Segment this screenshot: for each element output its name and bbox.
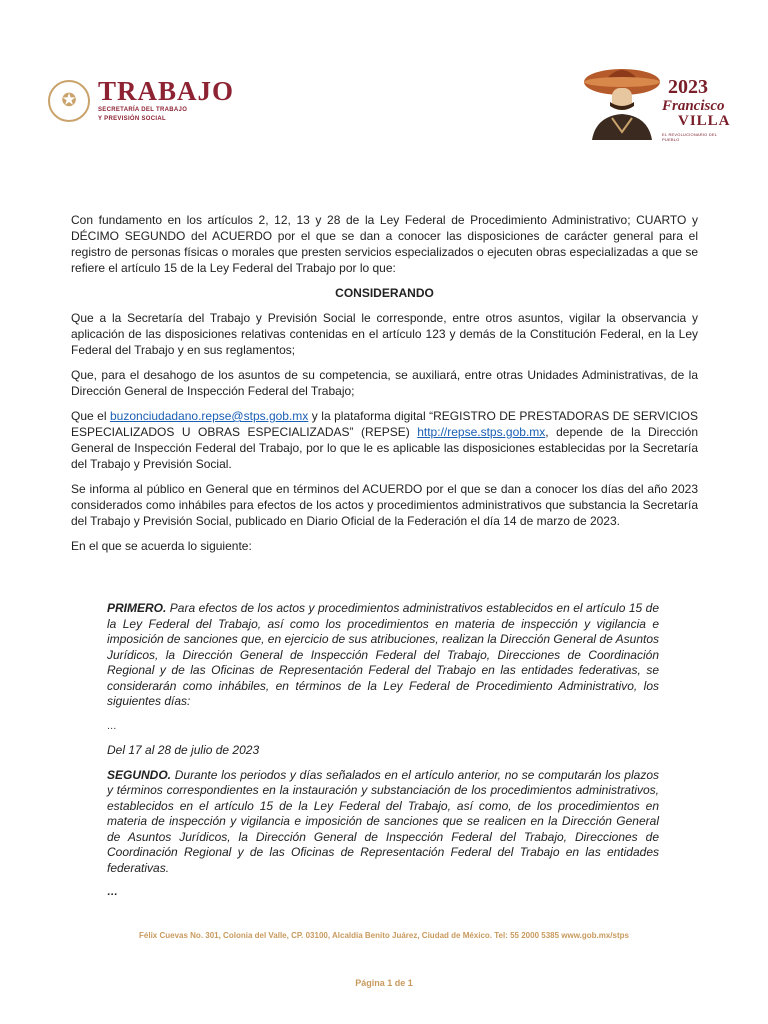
villa-portrait-icon (582, 62, 666, 140)
logo-subtitle-line2: Y PREVISIÓN SOCIAL (98, 116, 166, 122)
logo-title: TRABAJO (98, 76, 235, 106)
national-seal-icon: ✪ (48, 80, 90, 122)
footer-address: Félix Cuevas No. 301, Colonia del Valle, CP. 03100, Alcaldía Benito Juárez, Ciudad de México. Tel: 55 2000 5385 www.gob.mx/stps (139, 931, 629, 940)
page-number: Página 1 de 1 (355, 978, 413, 988)
segundo-text: Durante los periodos y días señalados en el artículo anterior, no se computarán los plazos y términos correspondientes en la instauración y substanciación de los procedimientos administrativos, establecidos en el artículo 15 de la Ley Federal del Trabajo, así como, de los procedimientos en materia de inspección y vigilancia e imposición de sanciones que se realicen en la Dirección General de Asuntos Jurídicos, la Dirección General de Inspección Federal del Trabajo, Direcciones de Coordinación Regional y de las Oficinas de Representación Federal del Trabajo en las entidades federativas. (107, 767, 659, 875)
para3-text-a: Que el (71, 409, 110, 423)
segundo-label: SEGUNDO. (107, 767, 172, 782)
document-header (0, 0, 768, 150)
considerando-paragraph-2: Que, para el desahogo de los asuntos de su competencia, se auxiliará, entre otras Unidades Administrativas, de la Dirección General de Inspección Federal del Trabajo; (71, 368, 698, 398)
francisco-villa-logo (582, 62, 732, 142)
considerando-heading: CONSIDERANDO (335, 286, 434, 300)
acuerdo-quote (107, 601, 659, 910)
intro-paragraph: Con fundamento en los artículos 2, 12, 13 y 28 de la Ley Federal de Procedimiento Administrativo; CUARTO y DÉCIMO SEGUNDO del ACUERDO por el que se dan a conocer las disposiciones de carácter general para el registro de personas físicas o morales que presten servicios especializados o ejecuten obras especializadas a que se refiere el artículo 15 de la Ley Federal del Trabajo por lo que: (71, 213, 698, 275)
quote-ellipsis-2: … (107, 886, 118, 898)
logo-tagline: EL REVOLUCIONARIO DEL PUEBLO (662, 132, 718, 142)
primero-article (107, 601, 659, 710)
inhabil-dates: Del 17 al 28 de julio de 2023 (107, 743, 260, 757)
considerando-paragraph-1: Que a la Secretaría del Trabajo y Previsión Social le corresponde, entre otros asuntos, vigilar la observancia y aplicación de las disposiciones relativas contenidas en el artículo 123 y demás de la Constitución Federal, en la Ley Federal del Trabajo y en sus reglamentos; (71, 311, 698, 357)
considerando-paragraph-3 (71, 408, 698, 472)
segundo-article (107, 768, 659, 877)
considerando-paragraph-4: Se informa al público en General que en términos del ACUERDO por el que se dan a conocer los días del año 2023 considerados como inhábiles para efectos de los actos y procedimientos administrativos que substancia la Secretaría del Trabajo y Previsión Social, publicado en Diario Oficial de la Federación el día 14 de marzo de 2023. (71, 482, 698, 528)
primero-text: Para efectos de los actos y procedimientos administrativos establecidos en el artículo 15 de la Ley Federal del Trabajo, así como los procedimientos en materia de inspección y vigilancia e imposición de sanciones que, en ejercicio de sus atribuciones, realizan la Dirección General de Asuntos Jurídicos, la Dirección General de Inspección Federal del Trabajo, Direcciones de Coordinación Regional y de las Oficinas de Representación Federal del Trabajo en las entidades federativas, se considerarán como inhábiles, en términos de la Ley Federal de Procedimiento Administrativo, los siguientes días: (107, 601, 659, 708)
logo-name-last: VILLA (678, 113, 731, 129)
quote-ellipsis-1: … (107, 720, 117, 732)
email-link[interactable]: buzonciudadano.repse@stps.gob.mx (110, 409, 309, 423)
para3-text-b: y la plataforma digital “REGISTRO DE PRESTADORAS DE SERVICIOS ESPECIALIZADOS U OBRAS ESPECIALIZADAS” (REPSE) (71, 409, 698, 439)
logo-name-first: Francisco (662, 98, 725, 114)
trabajo-logo (48, 78, 234, 123)
logo-subtitle-line1: SECRETARÍA DEL TRABAJO (98, 107, 188, 113)
para3-text-c: , depende de la Dirección General de Inspección Federal del Trabajo, por lo que le es aplicable las disposiciones establecidas por la Secretaría del Trabajo y Previsión Social. (71, 425, 699, 471)
repse-url-link[interactable]: http://repse.stps.gob.mx (417, 425, 546, 439)
primero-label: PRIMERO. (107, 601, 167, 615)
logo-year: 2023 (668, 76, 708, 98)
considerando-paragraph-5: En el que se acuerda lo siguiente: (71, 539, 252, 553)
document-body (71, 212, 698, 563)
